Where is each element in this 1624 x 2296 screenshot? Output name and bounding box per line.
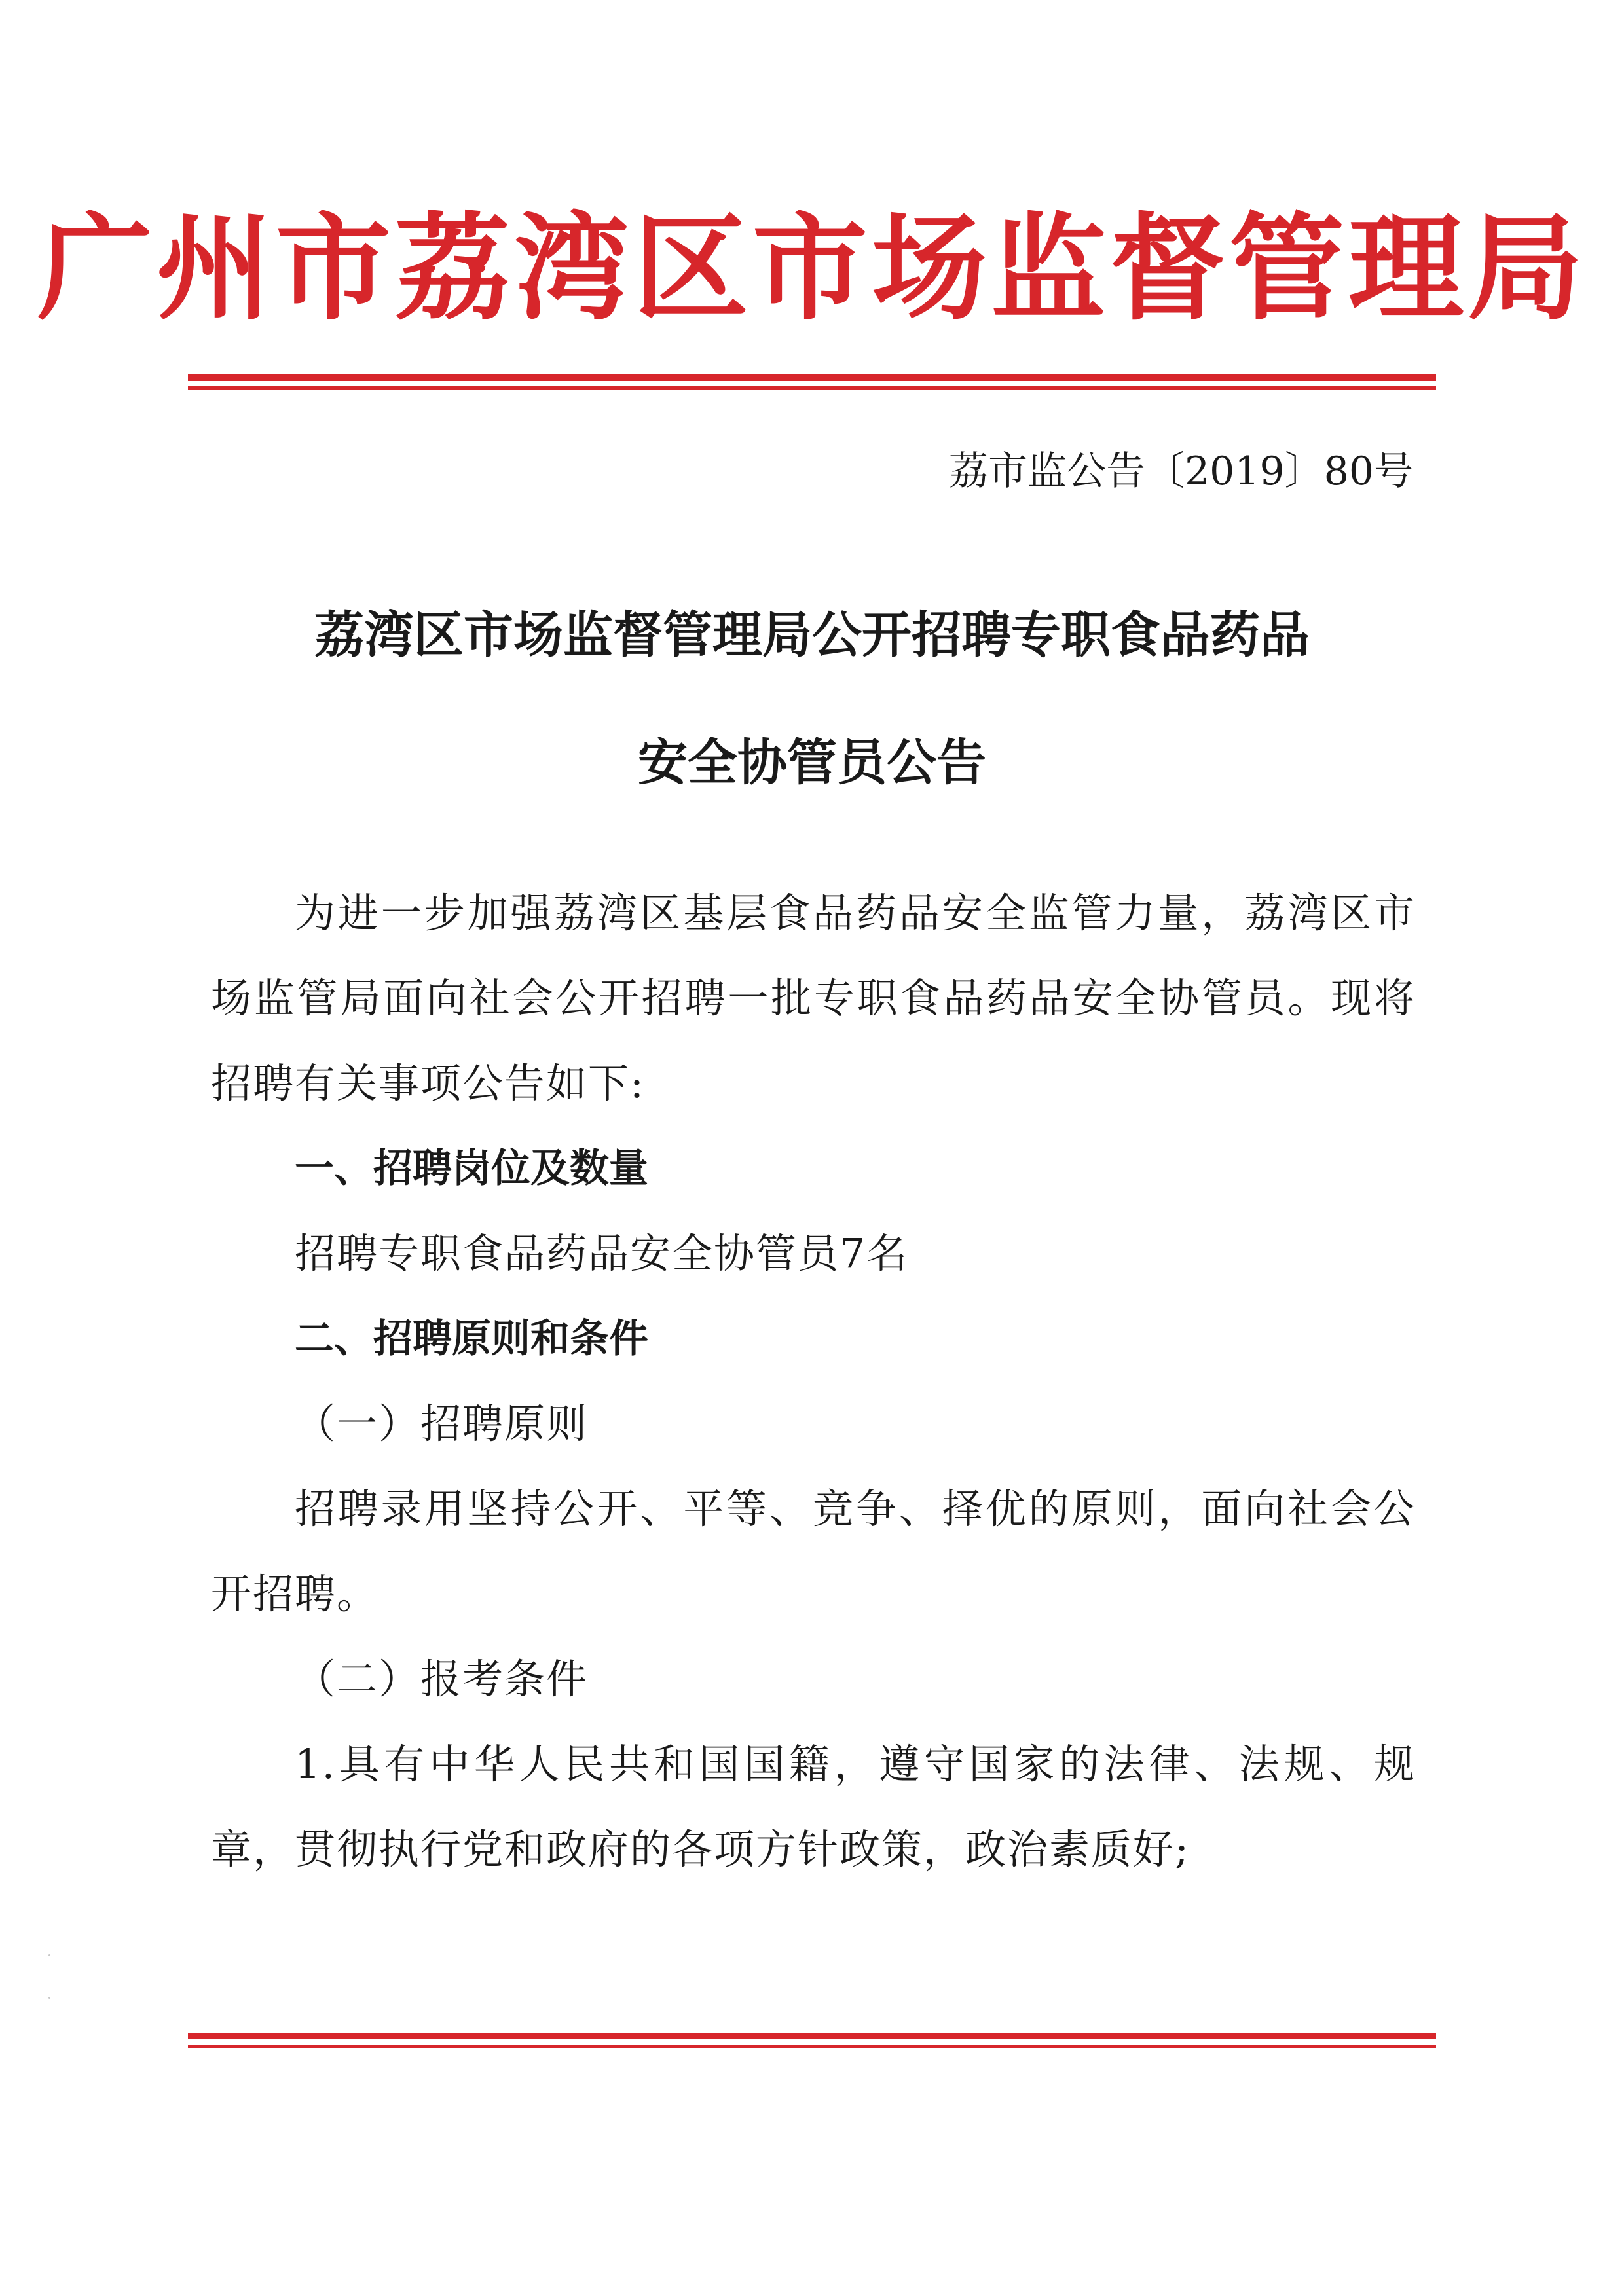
- masthead-red-rule: [188, 374, 1436, 390]
- document-number: 荔市监公告〔2019〕80号: [948, 448, 1413, 494]
- condition-item-1: 1.具有中华人民共和国国籍，遵守国家的法律、法规、规章，贯彻执行党和政府的各项方针政策，政治素质好;: [211, 1740, 1416, 1873]
- document-title-line-1: 荔湾区市场监督管理局公开招聘专职食品药品: [314, 606, 1310, 664]
- principles-text: 招聘录用坚持公开、平等、竞争、择优的原则，面向社会公开招聘。: [211, 1485, 1416, 1618]
- footer-red-rule: [188, 2033, 1436, 2048]
- issuing-authority-masthead: 广州市荔湾区市场监督管理局: [37, 200, 1587, 336]
- intro-paragraph: 为进一步加强荔湾区基层食品药品安全监管力量，荔湾区市场监管局面向社会公开招聘一批专职食品药品安全协管员。现将招聘有关事项公告如下:: [211, 889, 1416, 1107]
- section-heading-principles-conditions: 二、招聘原则和条件: [295, 1316, 648, 1362]
- scan-speck: [48, 1997, 50, 1999]
- document-title-line-2: 安全协管员公告: [638, 733, 986, 792]
- subsection-heading-conditions: （二）报考条件: [295, 1655, 589, 1703]
- document-body: [211, 871, 1416, 1892]
- section-heading-positions: 一、招聘岗位及数量: [295, 1146, 648, 1192]
- positions-text: 招聘专职食品药品安全协管员7名: [295, 1230, 909, 1277]
- scan-speck: [48, 1954, 50, 1956]
- subsection-heading-principles: （一）招聘原则: [295, 1400, 589, 1448]
